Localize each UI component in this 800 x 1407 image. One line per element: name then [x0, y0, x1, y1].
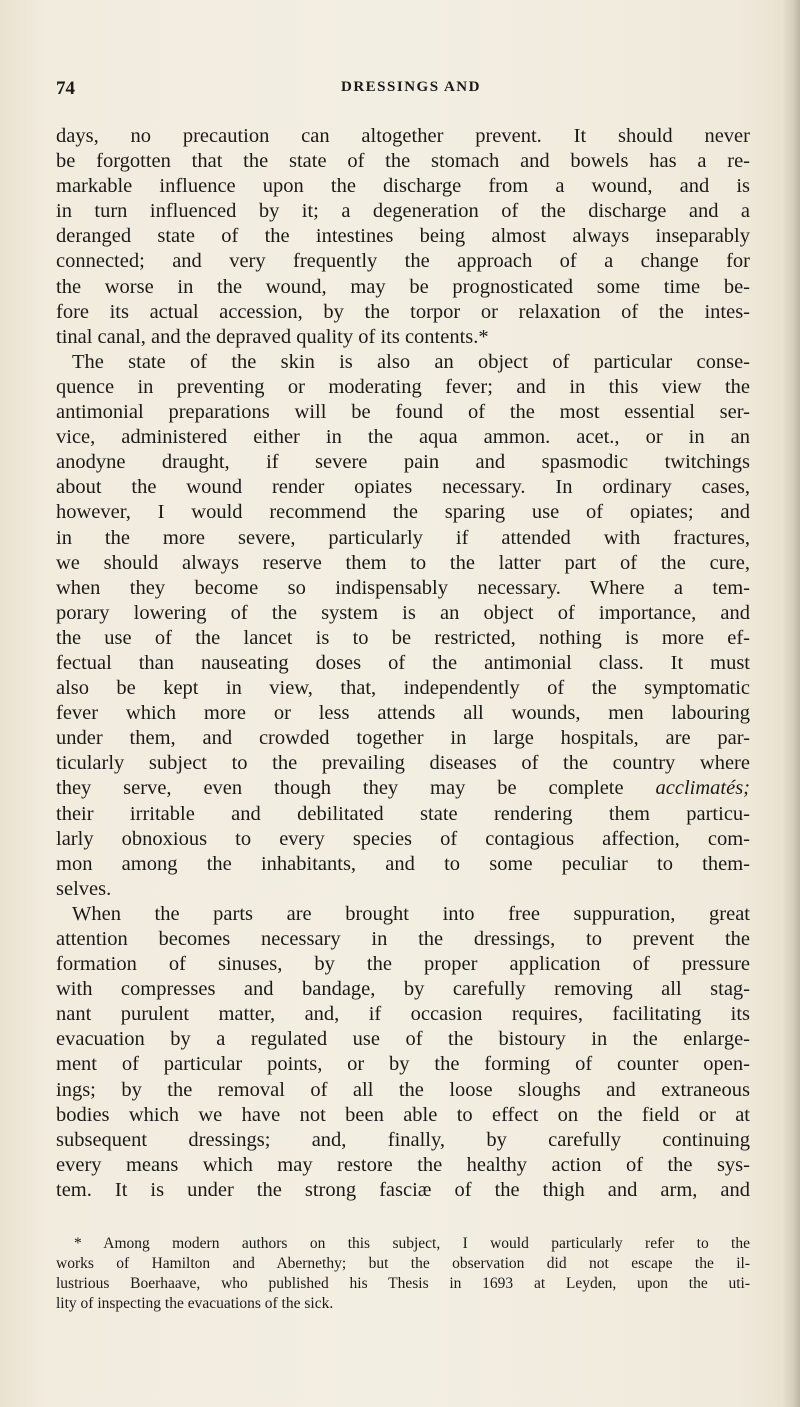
footnote-line: works of Hamilton and Abernethy; but the observation did not escape the il-: [56, 1255, 750, 1272]
text-line: antimonial preparations will be found of the most essential ser-: [56, 401, 750, 424]
text-line: every means which may restore the healthy action of the sys-: [56, 1153, 750, 1176]
text-line: we should always reserve them to the latter part of the cure,: [56, 551, 750, 574]
text-line: larly obnoxious to every species of contagious affection, com-: [56, 827, 750, 850]
text-line: about the wound render opiates necessary. In ordinary cases,: [56, 476, 750, 499]
text-line: in turn influenced by it; a degeneration of the discharge and a: [56, 200, 750, 223]
text-line: subsequent dressings; and, finally, by carefully continuing: [56, 1128, 750, 1151]
text-line: markable influence upon the discharge from a wound, and is: [56, 175, 750, 198]
text-line: fectual than nauseating doses of the antimonial class. It must: [56, 651, 750, 674]
text-line: their irritable and debilitated state rendering them particu-: [56, 802, 750, 825]
text-line: nant purulent matter, and, if occasion requires, facilitating its: [56, 1003, 750, 1026]
text-line: when they become so indispensably necessary. Where a tem-: [56, 576, 750, 599]
footnote-line: lustrious Boerhaave, who published his Thesis in 1693 at Leyden, upon the uti-: [56, 1275, 750, 1292]
page-header: [56, 78, 756, 102]
page-number: 74: [56, 78, 75, 99]
body-text: [56, 124, 750, 1203]
text-line: When the parts are brought into free suppuration, great: [72, 902, 750, 925]
text-line: however, I would recommend the sparing use of opiates; and: [56, 501, 750, 524]
text-line: also be kept in view, that, independently of the symptomatic: [56, 677, 750, 700]
text-line: tem. It is under the strong fasciæ of the thigh and arm, and: [56, 1178, 750, 1201]
text-line-content: they serve, even though they may be complete: [56, 777, 656, 800]
text-line: ticularly subject to the prevailing diseases of the country where: [56, 752, 750, 775]
footnote-line: * Among modern authors on this subject, I would particularly refer to the: [74, 1235, 750, 1252]
text-line: connected; and very frequently the approach of a change for: [56, 250, 750, 273]
text-line: attention becomes necessary in the dressings, to prevent the: [56, 928, 750, 950]
text-line: under them, and crowded together in large hospitals, are par-: [56, 727, 750, 750]
text-line: the worse in the wound, may be prognosticated some time be-: [56, 275, 750, 298]
text-line: selves.: [56, 877, 112, 900]
text-line: tinal canal, and the depraved quality of its contents.*: [56, 325, 489, 348]
text-line: porary lowering of the system is an object of importance, and: [56, 601, 750, 624]
text-line: days, no precaution can altogether prevent. It should never: [56, 125, 750, 147]
text-line: The state of the skin is also an object of particular conse-: [72, 350, 750, 373]
footnote: [56, 1234, 750, 1314]
page-edge-shadow: [782, 0, 800, 1407]
text-line: fore its actual accession, by the torpor or relaxation of the intes-: [56, 300, 750, 323]
text-line: deranged state of the intestines being almost always inseparably: [56, 225, 750, 248]
text-line: vice, administered either in the aqua ammon. acet., or in an: [56, 426, 750, 449]
text-line: bodies which we have not been able to effect on the field or at: [56, 1103, 750, 1126]
text-line: mon among the inhabitants, and to some peculiar to them-: [56, 852, 750, 875]
text-line: quence in preventing or moderating fever; and in this view the: [56, 375, 750, 398]
text-line: formation of sinuses, by the proper application of pressure: [56, 953, 750, 976]
text-line: evacuation by a regulated use of the bistoury in the enlarge-: [56, 1028, 750, 1051]
running-head: DRESSINGS AND: [341, 79, 481, 95]
text-line: fever which more or less attends all wounds, men labouring: [56, 702, 750, 725]
text-line: ment of particular points, or by the forming of counter open-: [56, 1053, 750, 1076]
text-line: with compresses and bandage, by carefully removing all stag-: [56, 978, 750, 1001]
text-line: in the more severe, particularly if attended with fractures,: [56, 526, 750, 549]
italic-term: acclimatés;: [655, 777, 750, 800]
text-line: [56, 776, 750, 801]
text-line: anodyne draught, if severe pain and spasmodic twitchings: [56, 451, 750, 474]
text-line: be forgotten that the state of the stomach and bowels has a re-: [56, 150, 750, 173]
footnote-line: lity of inspecting the evacuations of the sick.: [56, 1295, 334, 1312]
text-line: the use of the lancet is to be restricted, nothing is more ef-: [56, 626, 750, 649]
text-line: ings; by the removal of all the loose sloughs and extraneous: [56, 1078, 750, 1101]
